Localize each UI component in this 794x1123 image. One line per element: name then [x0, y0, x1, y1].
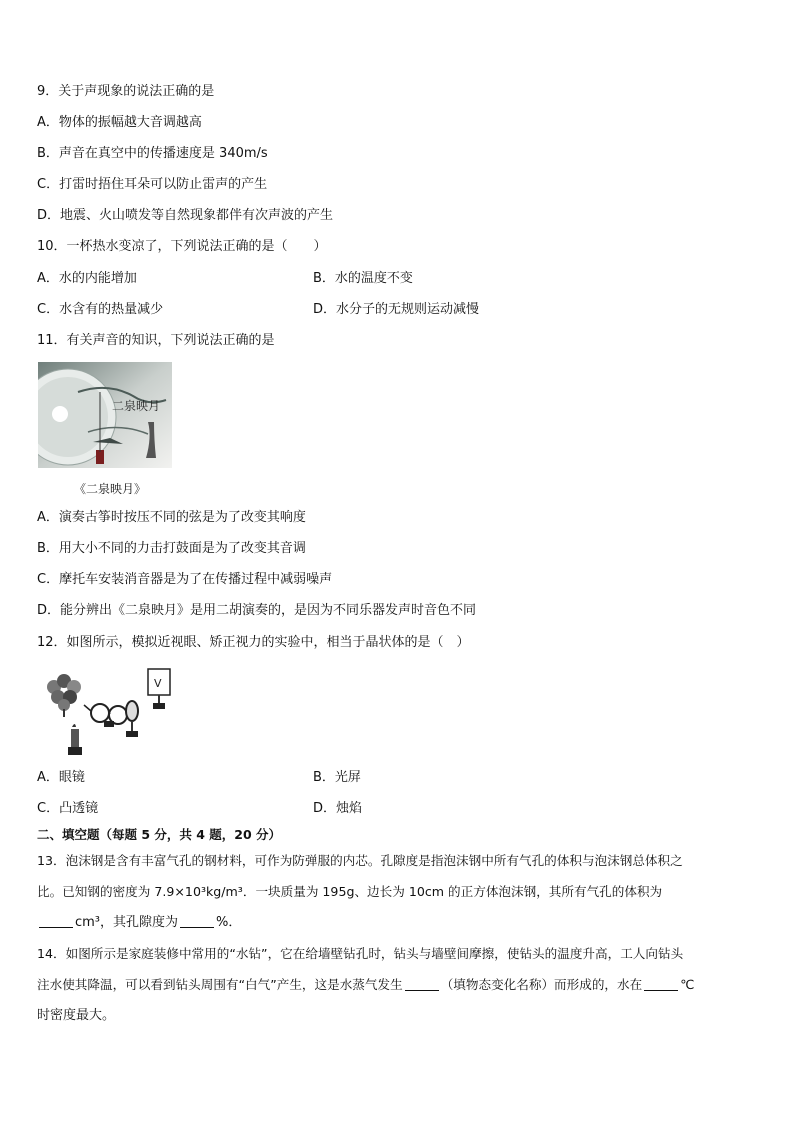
q13-line1: 13．泡沫钢是含有丰富气孔的钢材料，可作为防弹服的内芯。孔隙度是指泡沫钢中所有气孔的体积与泡沫钢总体积之	[37, 853, 683, 868]
q14-line2-text-b: （填物态变化名称）而形成的，水在	[440, 977, 643, 992]
candle	[68, 724, 82, 755]
q14-line2-unit: ℃	[680, 977, 695, 992]
q11-option-b: B．用大小不同的力击打鼓面是为了改变其音调	[37, 541, 306, 556]
figure-calligraphy: 二泉映月	[112, 399, 161, 413]
q13-blank-volume[interactable]	[39, 913, 73, 928]
q9-option-d: D．地震、火山喷发等自然现象都伴有次声波的产生	[37, 208, 334, 223]
q11-stem: 11．有关声音的知识，下列说法正确的是	[37, 333, 275, 348]
q10-stem: 10．一杯热水变凉了，下列说法正确的是（ ）	[37, 239, 327, 254]
q11-option-c: C．摩托车安装消音器是为了在传播过程中减弱噪声	[37, 572, 333, 587]
q13-unit-text: cm³，其孔隙度为	[75, 915, 179, 930]
q14-blank-temperature[interactable]	[644, 976, 678, 991]
q11-option-a: A．演奏古筝时按压不同的弦是为了改变其响度	[37, 510, 306, 525]
q10-options-row1	[37, 269, 757, 289]
q10-option-b: B．水的温度不变	[313, 271, 413, 286]
erquan-yingyue-illustration	[38, 362, 172, 468]
q10-options-row2	[37, 300, 757, 320]
q9-option-b: B．声音在真空中的传播速度是 340m/s	[37, 146, 268, 161]
candle-cluster	[47, 674, 81, 717]
q9-option-c: C．打雷时捂住耳朵可以防止雷声的产生	[37, 177, 268, 192]
light-screen	[148, 669, 170, 709]
q12-option-d: D．烛焰	[313, 801, 363, 816]
q12-stem: 12．如图所示，模拟近视眼、矫正视力的实验中，相当于晶状体的是（ ）	[37, 635, 470, 650]
q13-line2: 比。已知钢的密度为 7.9×10³kg/m³．一块质量为 195g、边长为 10cm 的正方体泡沫钢，其所有气孔的体积为	[37, 884, 663, 899]
q10-option-d: D．水分子的无规则运动减慢	[313, 302, 480, 317]
q13-line3	[37, 913, 241, 933]
q12-options-row2	[37, 799, 757, 819]
q11-figure-caption: 《二泉映月》	[74, 482, 147, 496]
q12-option-a: A．眼镜	[37, 770, 85, 785]
q12-options-row1	[37, 768, 757, 788]
q13-blank-porosity[interactable]	[180, 913, 214, 928]
q9-option-a: A．物体的振幅越大音调越高	[37, 115, 202, 130]
q13-end-text: %．	[216, 915, 242, 930]
section2-heading: 二、填空题（每题 5 分，共 4 题，20 分）	[37, 827, 282, 842]
q14-line3: 时密度最大。	[37, 1008, 116, 1023]
q14-line1: 14．如图所示是家庭装修中常用的“水钻”，它在给墙壁钻孔时，钻头与墙壁间摩擦，使钻头的温度升高，工人向钻头	[37, 946, 684, 961]
convex-lens	[126, 701, 138, 737]
screen-image-letter: V	[154, 677, 162, 690]
q9-stem: 9．关于声现象的说法正确的是	[37, 84, 215, 99]
optics-experiment-illustration	[40, 665, 182, 763]
q14-blank-phase-change[interactable]	[405, 976, 439, 991]
q12-option-c: C．凸透镜	[37, 801, 99, 816]
q11-option-d: D．能分辨出《二泉映月》是用二胡演奏的，是因为不同乐器发声时音色不同	[37, 603, 477, 618]
q10-option-a: A．水的内能增加	[37, 271, 137, 286]
q14-line2	[37, 975, 694, 995]
q10-option-c: C．水含有的热量减少	[37, 302, 164, 317]
q12-option-b: B．光屏	[313, 770, 361, 785]
q14-line2-text-a: 注水使其降温，可以看到钻头周围有“白气”产生，这是水蒸气发生	[37, 977, 403, 992]
